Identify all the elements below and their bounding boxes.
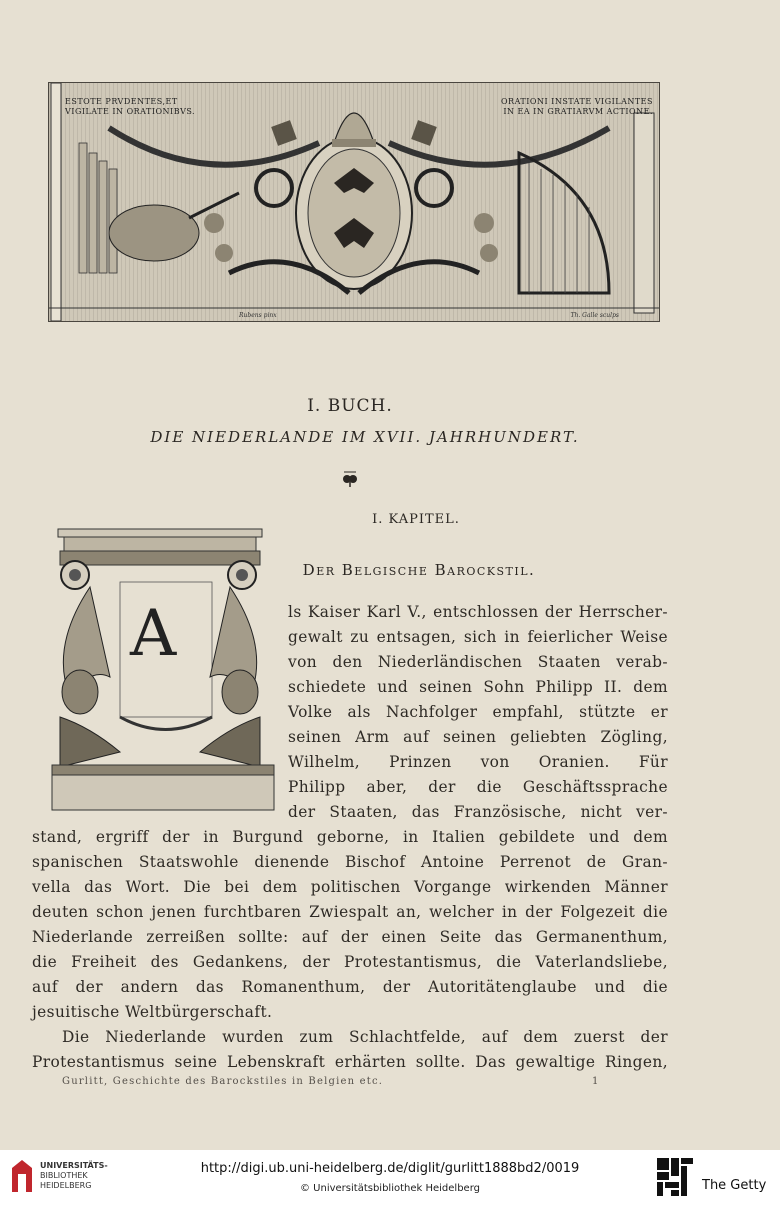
getty-logo-icon[interactable]: [655, 1156, 695, 1198]
running-title: Gurlitt, Geschichte des Barockstiles in Belgien etc.: [62, 1076, 384, 1087]
viewer-bottom-bar: [0, 1150, 780, 1205]
document-url-link[interactable]: http://digi.ub.uni-heidelberg.de/diglit/gurlitt1888bd2/0019: [200, 1161, 580, 1176]
book-title: I. BUCH.: [307, 396, 393, 416]
body-line: vella das Wort. Die bei dem politischen Vorgange wirkenden Männer: [32, 878, 668, 896]
uni-line2: BIBLIOTHEK: [40, 1171, 88, 1180]
coat-of-arms-engraving: [49, 83, 659, 321]
fleuron-icon: [340, 470, 360, 488]
body-line: Niederlande zerreißen sollte: auf der einen Seite das Germanenthum,: [32, 928, 668, 946]
body-line: Philipp aber, der die Geschäftssprache: [288, 778, 668, 796]
body-line: Die Niederlande wurden zum Schlachtfelde, auf dem zuerst der: [62, 1028, 668, 1046]
engraving-credit-left: Rubens pinx: [239, 312, 277, 319]
motto-right-line2: IN EA IN GRATIARVM ACTIONE.: [503, 107, 653, 116]
engraving-illustration: [48, 82, 660, 322]
body-line: jesuitische Weltbürgerschaft.: [32, 1003, 273, 1021]
body-line: gewalt zu entsagen, sich in feierlicher Weise: [288, 628, 668, 646]
copyright-notice: © Universitätsbibliothek Heidelberg: [299, 1183, 480, 1194]
body-line: die Freiheit des Gedankens, der Protestantismus, die Vaterlandsliebe,: [32, 953, 668, 971]
engraving-credit-right: Th. Galle sculps: [570, 312, 619, 319]
initial-letter: A: [130, 597, 177, 671]
body-line: seinen Arm auf seinen geliebten Zögling,: [288, 728, 668, 746]
motto-left-line1: ESTOTE PRVDENTES,ET: [65, 97, 178, 106]
body-line: stand, ergriff der in Burgund geborne, in Italien gebildete und dem: [32, 828, 668, 846]
body-line: ls Kaiser Karl V., entschlossen der Herrscher-: [288, 603, 668, 621]
chapter-title: Der Belgische Barockstil.: [302, 561, 536, 579]
body-line: Volke als Nachfolger empfahl, stützte er: [288, 703, 668, 721]
body-line: Protestantismus seine Lebenskraft erhärten sollte. Das gewaltige Ringen,: [32, 1053, 668, 1071]
chapter-number: I. KAPITEL.: [372, 512, 460, 527]
body-line: schiedete und seinen Sohn Philipp II. dem: [288, 678, 668, 696]
book-subtitle: DIE NIEDERLANDE IM XVII. JAHRHUNDERT.: [150, 428, 580, 446]
motto-left-line2: VIGILATE IN ORATIONIBVS.: [65, 107, 196, 116]
body-line: der Staaten, das Französische, nicht ver-: [288, 803, 668, 821]
getty-name: The Getty: [702, 1178, 767, 1193]
body-line: deuten schon jenen furchtbaren Zwiespalt an, welcher in der Folgezeit die: [32, 903, 668, 921]
uni-line3: HEIDELBERG: [40, 1181, 92, 1190]
uni-line1: UNIVERSITÄTS-: [40, 1161, 108, 1170]
body-line: Wilhelm, Prinzen von Oranien. Für: [288, 753, 668, 771]
body-line: spanischen Staatswohle dienende Bischof Antoine Perrenot de Gran-: [32, 853, 668, 871]
body-line: auf der andern das Romanenthum, der Autoritätenglaube und die: [32, 978, 668, 996]
body-line: von den Niederländischen Staaten verab-: [288, 653, 668, 671]
signature-mark: 1: [592, 1076, 599, 1087]
motto-right-line1: ORATIONI INSTATE VIGILANTES: [500, 97, 653, 106]
